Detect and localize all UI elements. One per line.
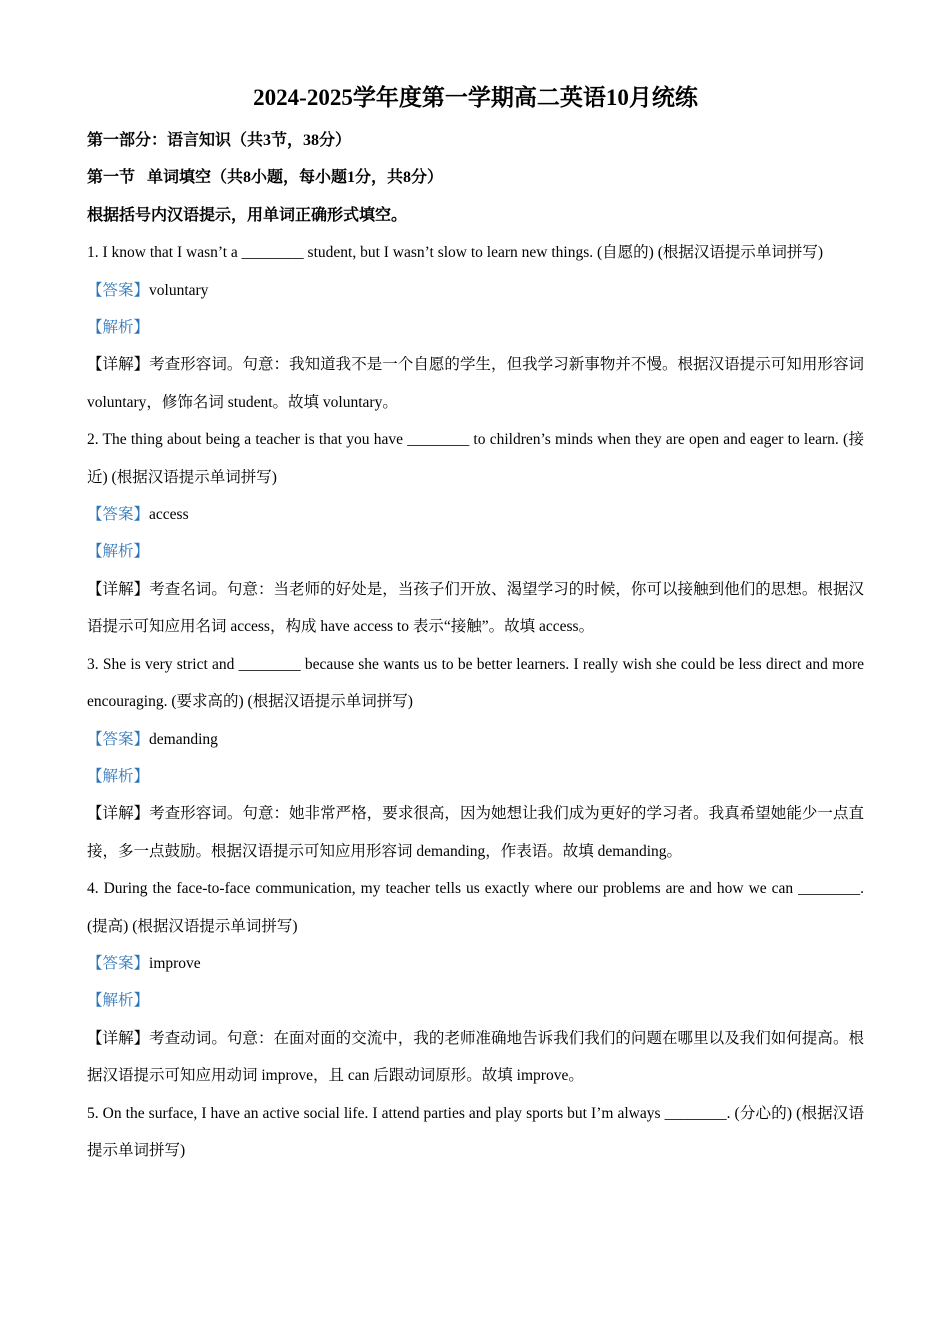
detail-label: 【详解】 xyxy=(87,805,150,823)
question-5-text: 5. On the surface, I have an active social life. I attend parties and play sports but I’m always ________. (分心的) (根据汉语提示单词拼写) xyxy=(87,1104,864,1159)
answer-value: access xyxy=(149,506,189,524)
detail-label: 【详解】 xyxy=(87,356,150,374)
question-3-analysis xyxy=(87,758,864,795)
question-2-text: 2. The thing about being a teacher is that you have ________ to children’s minds when they are open and eager to learn. (接近) (根据汉语提示单词拼写) xyxy=(87,431,864,486)
analysis-label: 【解析】 xyxy=(87,767,150,785)
page-title: 2024-2025学年度第一学期高二英语10月统练 xyxy=(253,85,698,110)
answer-label: 【答案】 xyxy=(87,954,150,972)
detail-text: 考查动词。句意：在面对面的交流中，我的老师准确地告诉我们我们的问题在哪里以及我们如何提高。根据汉语提示可知应用动词 improve，且 can 后跟动词原形。故填 improve。 xyxy=(87,1029,864,1085)
question-4-text: 4. During the face-to-face communication, my teacher tells us exactly where our problems are and how we can ________. (提高) (根据汉语提示单词拼写) xyxy=(87,880,864,935)
section-heading: 第一节 单词填空（共8小题，每小题1分，共8分） xyxy=(87,169,444,187)
analysis-label: 【解析】 xyxy=(87,543,150,561)
question-3-answer xyxy=(87,721,864,758)
answer-value: demanding xyxy=(149,730,218,748)
question-2-analysis xyxy=(87,533,864,570)
question-1-detail xyxy=(87,346,864,421)
question-4-analysis xyxy=(87,982,864,1019)
answer-label: 【答案】 xyxy=(87,730,150,748)
question-1-text: 1. I know that I wasn’t a ________ student, but I wasn’t slow to learn new things. (自愿的) (根据汉语提示单词拼写) xyxy=(87,244,824,262)
answer-value: improve xyxy=(149,954,201,972)
detail-text: 考查形容词。句意：她非常严格，要求很高，因为她想让我们成为更好的学习者。我真希望她能少一点直接，多一点鼓励。根据汉语提示可知应用形容词 demanding，作表语。故填 demanding。 xyxy=(87,805,864,860)
question-2-detail xyxy=(87,571,864,646)
instruction: 根据括号内汉语提示，用单词正确形式填空。 xyxy=(87,206,408,224)
question-3-detail xyxy=(87,795,864,870)
question-1-analysis xyxy=(87,309,864,346)
answer-label: 【答案】 xyxy=(87,506,150,524)
question-4-answer xyxy=(87,945,864,982)
detail-text: 考查名词。句意：当老师的好处是，当孩子们开放、渴望学习的时候，你可以接触到他们的思想。根据汉语提示可知应用名词 access，构成 have access to 表示“接触”。故填 access。 xyxy=(87,580,864,636)
detail-text: 考查形容词。句意：我知道我不是一个自愿的学生，但我学习新事物并不慢。根据汉语提示可知用形容词 voluntary，修饰名词 student。故填 voluntary。 xyxy=(87,356,864,411)
detail-label: 【详解】 xyxy=(87,580,150,598)
detail-label: 【详解】 xyxy=(87,1029,150,1047)
analysis-label: 【解析】 xyxy=(87,319,150,337)
question-2-answer xyxy=(87,496,864,533)
question-4-detail xyxy=(87,1020,864,1095)
answer-label: 【答案】 xyxy=(87,281,150,299)
answer-value: voluntary xyxy=(149,281,209,299)
question-1-answer xyxy=(87,272,864,309)
part-heading: 第一部分：语言知识（共3节，38分） xyxy=(87,132,352,149)
question-3-text: 3. She is very strict and ________ because she wants us to be better learners. I really wish she could be less direct and more encouraging. (要求高的) (根据汉语提示单词拼写) xyxy=(87,655,864,711)
analysis-label: 【解析】 xyxy=(87,992,150,1010)
